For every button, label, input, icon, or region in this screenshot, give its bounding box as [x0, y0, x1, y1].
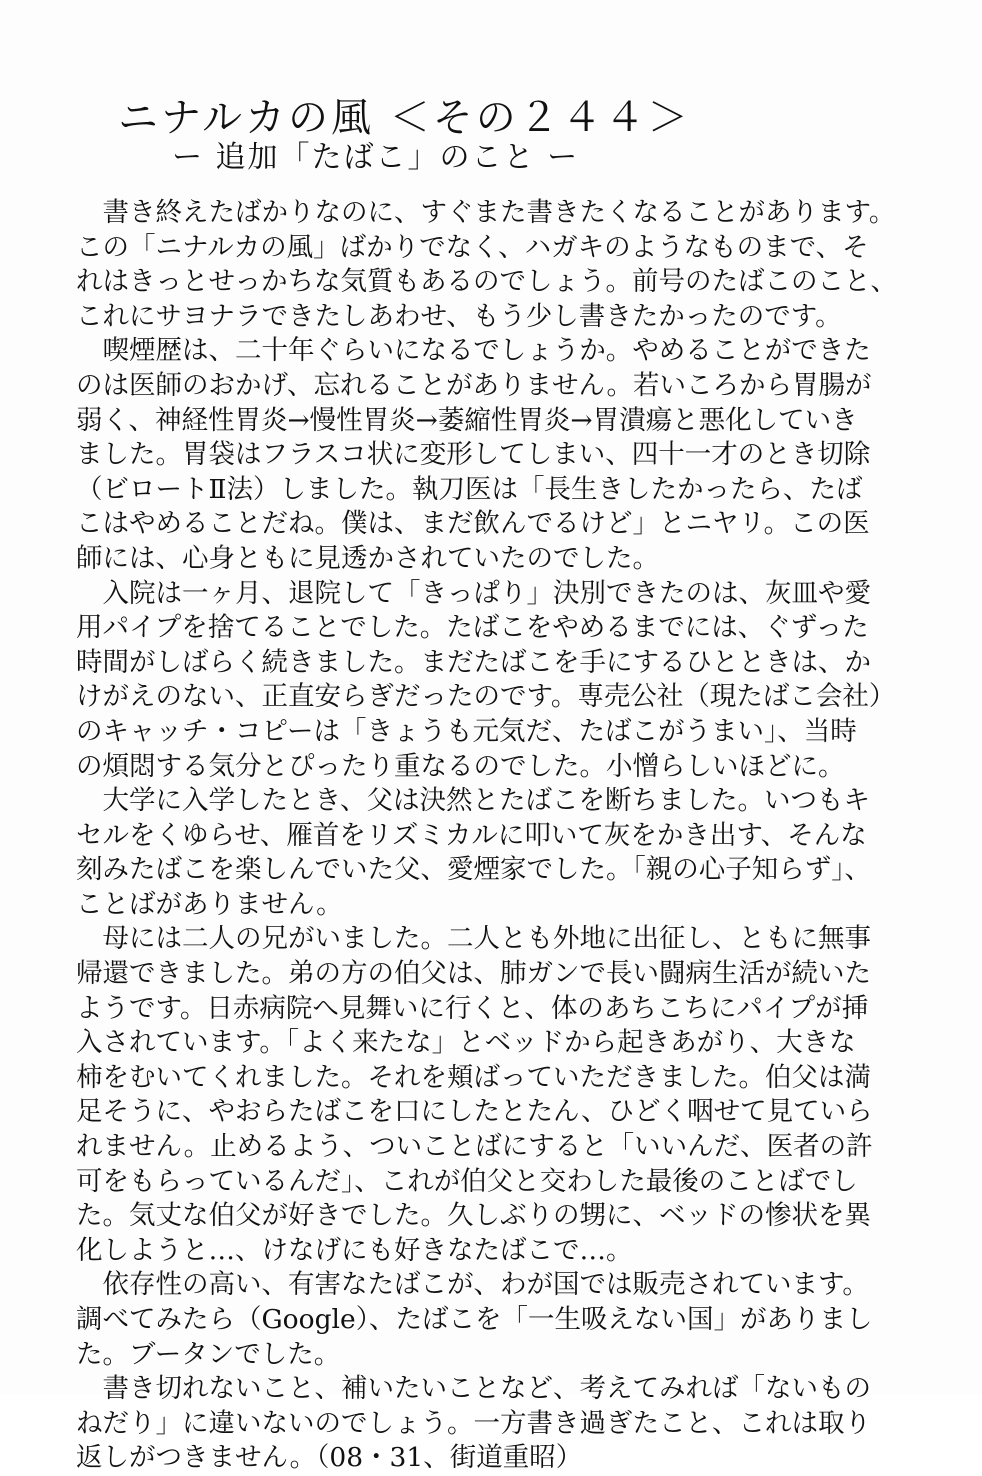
text-line: 柿をむいてくれました。それを頬ばっていただきました。伯父は満 — [76, 1061, 871, 1093]
text-line: ことばがありません。 — [76, 888, 343, 920]
text-line: 依存性の高い、有害なたばこが、わが国では販売されています。 — [76, 1269, 869, 1301]
text-line: 師には、心身ともに見透かされていたのでした。 — [76, 542, 659, 574]
text-line: れはきっとせっかちな気質もあるのでしょう。前号のたばこのこと、 — [76, 266, 897, 298]
text-line: ようです。日赤病院へ見舞いに行くと、体のあちこちにパイプが挿 — [76, 992, 869, 1024]
text-line: 化しようと…、けなげにも好きなたばこで…。 — [76, 1234, 633, 1266]
text-line: 帰還できました。弟の方の伯父は、肺ガンで長い闘病生活が続いた — [76, 958, 871, 990]
text-line: 喫煙歴は、二十年ぐらいになるでしょうか。やめることができた — [76, 335, 871, 367]
text-line: ました。胃袋はフラスコ状に変形してしまい、四十一才のとき切除 — [76, 439, 871, 471]
text-line: 返しがつきません。（08・31、街道重昭） — [76, 1442, 583, 1474]
text-line: のキャッチ・コピーは「きょうも元気だ、たばこがうまい」、当時 — [76, 715, 857, 747]
text-line: 刻みたばこを楽しんでいた父、愛煙家でした。「親の心子知らず」、 — [76, 854, 871, 886]
text-line: 可をもらっているんだ」、これが伯父と交わした最後のことばでし — [76, 1165, 858, 1197]
text-line: の煩悶する気分とぴったり重なるのでした。小憎らしいほどに。 — [76, 750, 845, 782]
text-line: セルをくゆらせ、雁首をリズミカルに叩いて灰をかき出す、そんな — [76, 819, 867, 851]
text-line: のは医師のおかげ、忘れることがありません。若いころから胃腸が — [76, 369, 872, 401]
text-line: た。ブータンでした。 — [76, 1338, 341, 1370]
text-line: これにサヨナラできたしあわせ、もう少し書きたかったのです。 — [76, 300, 842, 332]
text-line: けがえのない、正直安らぎだったのです。専売公社（現たばこ会社） — [76, 681, 896, 713]
text-line: 書き終えたばかりなのに、すぐまた書きたくなることがあります。 — [76, 197, 896, 228]
text-line: た。気丈な伯父が好きでした。久しぶりの甥に、ベッドの惨状を異 — [76, 1200, 871, 1232]
text-line: れません。止めるよう、ついことばにすると「いいんだ、医者の許 — [76, 1131, 873, 1163]
page-subtitle: ー 追加「たばこ」のこと ー — [172, 140, 580, 175]
text-line: この「ニナルカの風」ばかりでなく、ハガキのようなものまで、そ — [76, 231, 869, 263]
text-line: ねだり」に違いないのでしょう。一方書き過ぎたこと、これは取り — [76, 1407, 871, 1439]
text-line: （ビロートⅡ法）しました。執刀医は「長生きしたかったら、たば — [76, 473, 863, 505]
text-line: こはやめることだね。僕は、まだ飲んでるけど」とニヤリ。この医 — [76, 508, 870, 540]
text-line: 時間がしばらく続きました。まだたばこを手にするひとときは、か — [76, 646, 871, 678]
text-line: 調べてみたら（Google）、たばこを「一生吸えない国」がありまし — [76, 1304, 873, 1335]
text-line: 弱く、神経性胃炎→慢性胃炎→萎縮性胃炎→胃潰瘍と悪化していき — [76, 404, 858, 436]
text-line: 入院は一ヶ月、退院して「きっぱり」決別できたのは、灰皿や愛 — [76, 577, 871, 609]
essay-body — [76, 196, 946, 1476]
text-line: 入されています。「よく来たな」とベッドから起きあがり、大きな — [76, 1027, 856, 1059]
text-line: 母には二人の兄がいました。二人とも外地に出征し、ともに無事 — [76, 923, 871, 955]
page-title: ニナルカの風 ＜その２４４＞ — [118, 95, 691, 141]
text-line: 足そうに、やおらたばこを口にしたとたん、ひどく咽せて見ていら — [76, 1096, 873, 1128]
text-line: 書き切れないこと、補いたいことなど、考えてみれば「ないもの — [76, 1373, 871, 1405]
text-line: 用パイプを捨てることでした。たばこをやめるまでには、ぐずった — [76, 612, 869, 644]
text-line: 大学に入学したとき、父は決然とたばこを断ちました。いつもキ — [76, 785, 870, 817]
